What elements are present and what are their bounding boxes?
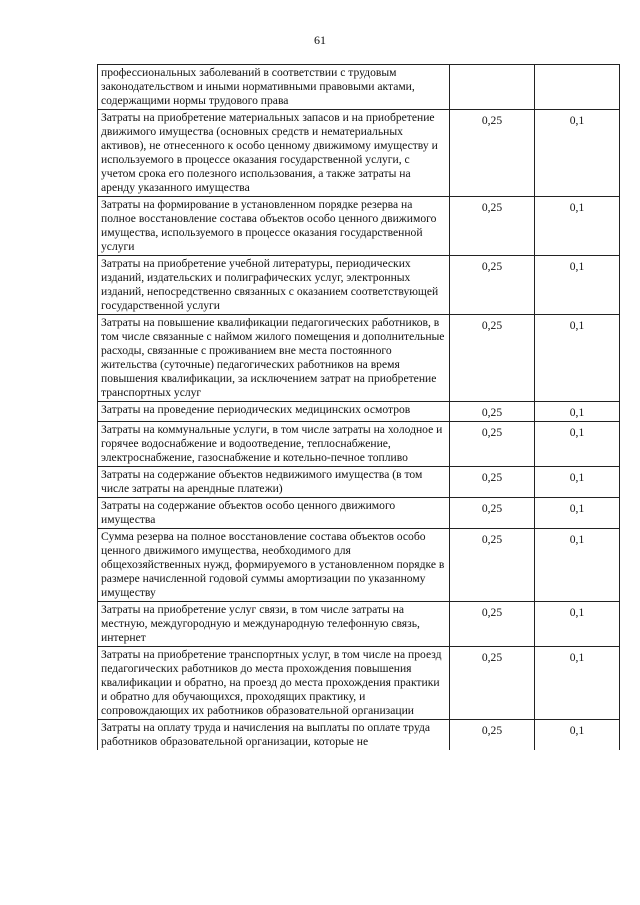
- cost-description: Затраты на коммунальные услуги, в том числе затраты на холодное и горячее водоснабжение и водоотведение, теплоснабжение, электроснабжение, газоснабжение и котельно-печное топливо: [98, 422, 450, 467]
- table-row: [98, 197, 620, 256]
- coefficient-2: 0,1: [535, 529, 620, 602]
- table-row: [98, 65, 620, 110]
- cost-description: Затраты на проведение периодических медицинских осмотров: [98, 402, 450, 422]
- table-row: [98, 315, 620, 402]
- table-row: [98, 422, 620, 467]
- cost-description: Затраты на приобретение материальных запасов и на приобретение движимого имущества (основных средств и нематериальных активов), не отнесенного к особо ценному движимому имуществу и используемого в процессе оказания государственной услуги, с учетом срока его полезного использования, а также затраты на аренду указанного имущества: [98, 110, 450, 197]
- coefficient-1: [450, 65, 535, 110]
- coefficient-2: 0,1: [535, 498, 620, 529]
- coefficient-2: [535, 65, 620, 110]
- table-row: [98, 647, 620, 720]
- coefficient-2: 0,1: [535, 720, 620, 751]
- coefficient-2: 0,1: [535, 197, 620, 256]
- coefficient-2: 0,1: [535, 256, 620, 315]
- coefficient-1: 0,25: [450, 602, 535, 647]
- cost-description: Затраты на содержание объектов недвижимого имущества (в том числе затраты на арендные платежи): [98, 467, 450, 498]
- coefficient-1: 0,25: [450, 529, 535, 602]
- coefficient-1: 0,25: [450, 110, 535, 197]
- coefficient-2: 0,1: [535, 315, 620, 402]
- cost-description: Затраты на приобретение транспортных услуг, в том числе на проезд педагогических работников до места прохождения повышения квалификации и обратно, на проезд до места прохождения практики и обратно для обучающихся, проходящих практику, и сопровождающих их работников образовательной организации: [98, 647, 450, 720]
- coefficient-1: 0,25: [450, 256, 535, 315]
- coefficient-1: 0,25: [450, 647, 535, 720]
- table-row: [98, 498, 620, 529]
- cost-description: Затраты на повышение квалификации педагогических работников, в том числе связанные с наймом жилого помещения и дополнительные расходы, связанные с проживанием вне места постоянного жительства (суточные) педагогических работников на время повышения квалификации, за исключением затрат на приобретение транспортных услуг: [98, 315, 450, 402]
- cost-table: [97, 64, 620, 750]
- cost-description: Сумма резерва на полное восстановление состава объектов особо ценного движимого имущества, необходимого для общехозяйственных нужд, формируемого в установленном порядке в размере начисленной годовой суммы амортизации по указанному имуществу: [98, 529, 450, 602]
- coefficient-2: 0,1: [535, 647, 620, 720]
- coefficient-1: 0,25: [450, 402, 535, 422]
- coefficient-1: 0,25: [450, 422, 535, 467]
- cost-description: Затраты на приобретение учебной литературы, периодических изданий, издательских и полиграфических услуг, электронных изданий, непосредственно связанных с оказанием соответствующей государственной услуги: [98, 256, 450, 315]
- table-row: [98, 402, 620, 422]
- cost-description: Затраты на содержание объектов особо ценного движимого имущества: [98, 498, 450, 529]
- table-row: [98, 720, 620, 751]
- table-row: [98, 256, 620, 315]
- table-row: [98, 467, 620, 498]
- coefficient-1: 0,25: [450, 197, 535, 256]
- coefficient-2: 0,1: [535, 467, 620, 498]
- table-row: [98, 602, 620, 647]
- table-row: [98, 110, 620, 197]
- coefficient-1: 0,25: [450, 467, 535, 498]
- cost-description: Затраты на оплату труда и начисления на выплаты по оплате труда работников образовательной организации, которые не: [98, 720, 450, 751]
- cost-description: профессиональных заболеваний в соответствии с трудовым законодательством и иными нормативными правовыми актами, содержащими нормы трудового права: [98, 65, 450, 110]
- coefficient-2: 0,1: [535, 110, 620, 197]
- coefficient-1: 0,25: [450, 315, 535, 402]
- coefficient-1: 0,25: [450, 498, 535, 529]
- coefficient-2: 0,1: [535, 602, 620, 647]
- coefficient-2: 0,1: [535, 422, 620, 467]
- coefficient-1: 0,25: [450, 720, 535, 751]
- table-row: [98, 529, 620, 602]
- cost-description: Затраты на формирование в установленном порядке резерва на полное восстановление состава объектов особо ценного движимого имущества, используемого в процессе оказания государственной услуги: [98, 197, 450, 256]
- page-number: 61: [314, 33, 326, 47]
- coefficient-2: 0,1: [535, 402, 620, 422]
- cost-description: Затраты на приобретение услуг связи, в том числе затраты на местную, междугородную и международную телефонную связь, интернет: [98, 602, 450, 647]
